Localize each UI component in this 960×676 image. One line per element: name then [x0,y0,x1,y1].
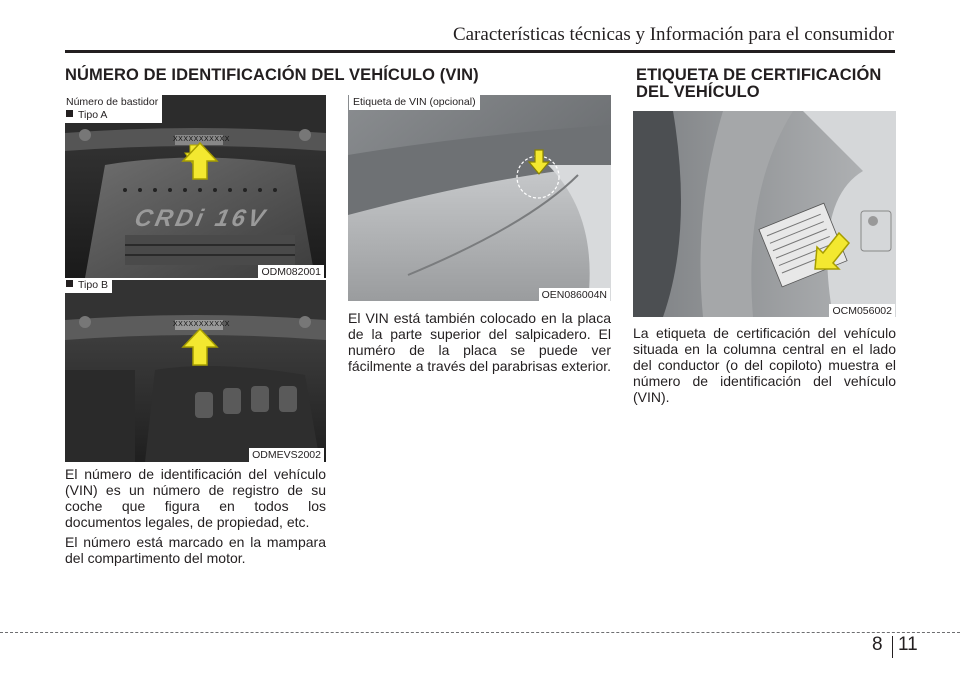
header-rule [65,50,895,53]
figure-code-3: OEN086004N [539,288,610,303]
page-number-separator [892,636,893,658]
engine-cover-text: CRDi 16V [132,205,271,232]
figure-code-4: OCM056002 [829,304,895,319]
label-tipo-a: Tipo A [66,109,158,122]
bullet-square-icon [66,110,73,117]
vin-arrow [528,149,550,175]
vin-plate-text: XXXXXXXXXXX [173,321,230,328]
section-title-cert [636,67,881,101]
label-bastidor: Número de bastidor [66,96,159,108]
paragraph-certification-label: La etiqueta de certificación del vehículo situada en la columna central en el lado del conductor (o del copiloto) muestra el número de identificación del vehículo (VIN). [633,325,896,405]
paragraph-vin-location: El número está marcado en la mampara del compartimento del motor. [65,534,326,566]
figure-code-2: ODMEVS2002 [249,448,324,463]
chapter-number: 8 [872,634,883,655]
section-title-cert-line2: DEL VEHÍCULO [636,83,760,101]
figure-label-vin-optional: Etiqueta de VIN (opcional) [349,95,480,110]
vin-arrow [181,142,219,180]
b-pillar-illustration [633,111,896,317]
figure-certification-label [633,111,896,317]
paragraph-vin-description: El número de identificación del vehículo (VIN) es un número de registro de su coche que figura en todos los documentos legales, de propiedad, etc. [65,466,326,530]
footer-rule [0,632,960,633]
paragraph-dashboard-vin: El VIN está también colocado en la placa de la parte superior del salpicadero. El numéro de la placa se puede ver fácilmente a través del parabrisas exterior. [348,310,612,374]
section-title-cert-line1: ETIQUETA DE CERTIFICACIÓN [636,66,882,84]
section-title-vin: NÚMERO DE IDENTIFICACIÓN DEL VEHÍCULO (VIN) [65,66,479,84]
figure-code-1: ODM082001 [258,265,324,280]
figure-label-type-a [62,95,162,123]
figure-label-type-b: Tipo B [62,278,112,293]
figure-dashboard-vin [348,95,611,301]
figure-engine-type-b [65,280,326,462]
label-arrow [803,225,851,273]
page-number: 11 [898,634,918,655]
vin-arrow [181,328,219,366]
engine-type-b-illustration [65,280,326,462]
running-header: Características técnicas y Información para el consumidor [452,24,894,45]
dashboard-illustration [348,95,611,301]
vin-plate-text: XXXXXXXXXXX [173,136,230,143]
bullet-square-icon [66,280,73,287]
